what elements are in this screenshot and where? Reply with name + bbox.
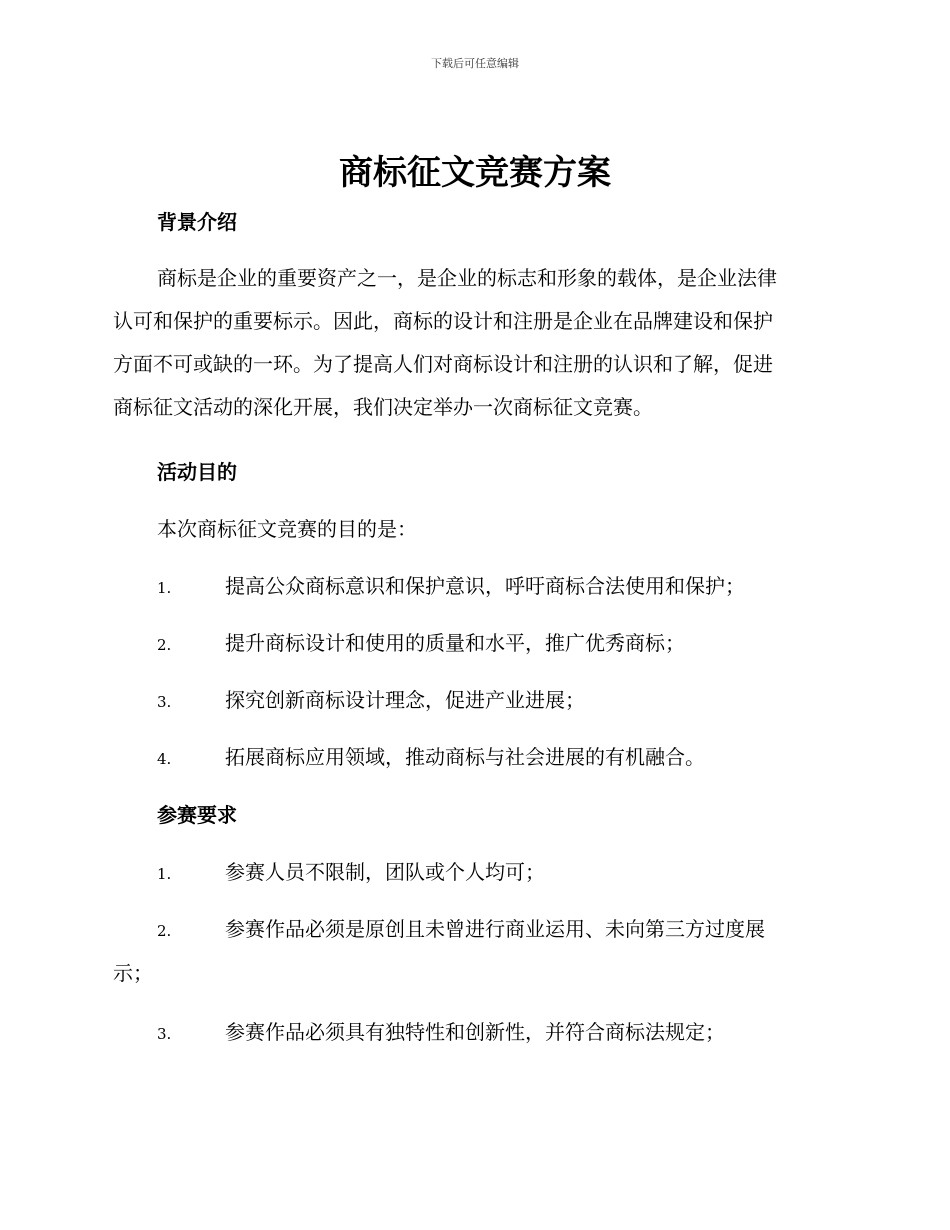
list-number: 3. xyxy=(157,1025,172,1043)
paragraph-line: 商标征文活动的深化开展，我们决定举办一次商标征文竞赛。 xyxy=(113,395,653,419)
list-number: 2. xyxy=(157,922,172,940)
list-number: 2. xyxy=(157,636,172,654)
list-text: 探究创新商标设计理念，促进产业进展； xyxy=(225,688,585,712)
document-title: 商标征文竞赛方案 xyxy=(339,153,611,193)
list-text-continuation: 示； xyxy=(113,961,153,985)
page-header: 下载后可任意编辑 xyxy=(431,57,519,70)
list-text: 参赛作品必须是原创且未曾进行商业运用、未向第三方过度展 xyxy=(225,917,765,941)
list-text: 参赛人员不限制，团队或个人均可； xyxy=(225,860,545,884)
list-number: 4. xyxy=(157,750,172,768)
list-number: 1. xyxy=(157,865,172,883)
list-text: 拓展商标应用领域，推动商标与社会进展的有机融合。 xyxy=(225,745,705,769)
paragraph-line: 方面不可或缺的一环。为了提高人们对商标设计和注册的认识和了解，促进 xyxy=(113,352,773,376)
list-text: 提高公众商标意识和保护意识，呼吁商标合法使用和保护； xyxy=(225,574,745,598)
paragraph-line: 商标是企业的重要资产之一，是企业的标志和形象的载体，是企业法律 xyxy=(157,266,777,290)
section-heading-purpose: 活动目的 xyxy=(157,460,237,484)
list-number: 1. xyxy=(157,579,172,597)
background-paragraph xyxy=(113,257,833,429)
list-text: 提升商标设计和使用的质量和水平，推广优秀商标； xyxy=(225,631,685,655)
section-heading-requirements: 参赛要求 xyxy=(157,803,237,827)
paragraph-line: 认可和保护的重要标示。因此，商标的设计和注册是企业在品牌建设和保护 xyxy=(113,309,773,333)
list-number: 3. xyxy=(157,693,172,711)
purpose-intro: 本次商标征文竞赛的目的是： xyxy=(157,517,417,541)
list-text: 参赛作品必须具有独特性和创新性，并符合商标法规定； xyxy=(225,1020,725,1044)
section-heading-background: 背景介绍 xyxy=(157,210,237,234)
